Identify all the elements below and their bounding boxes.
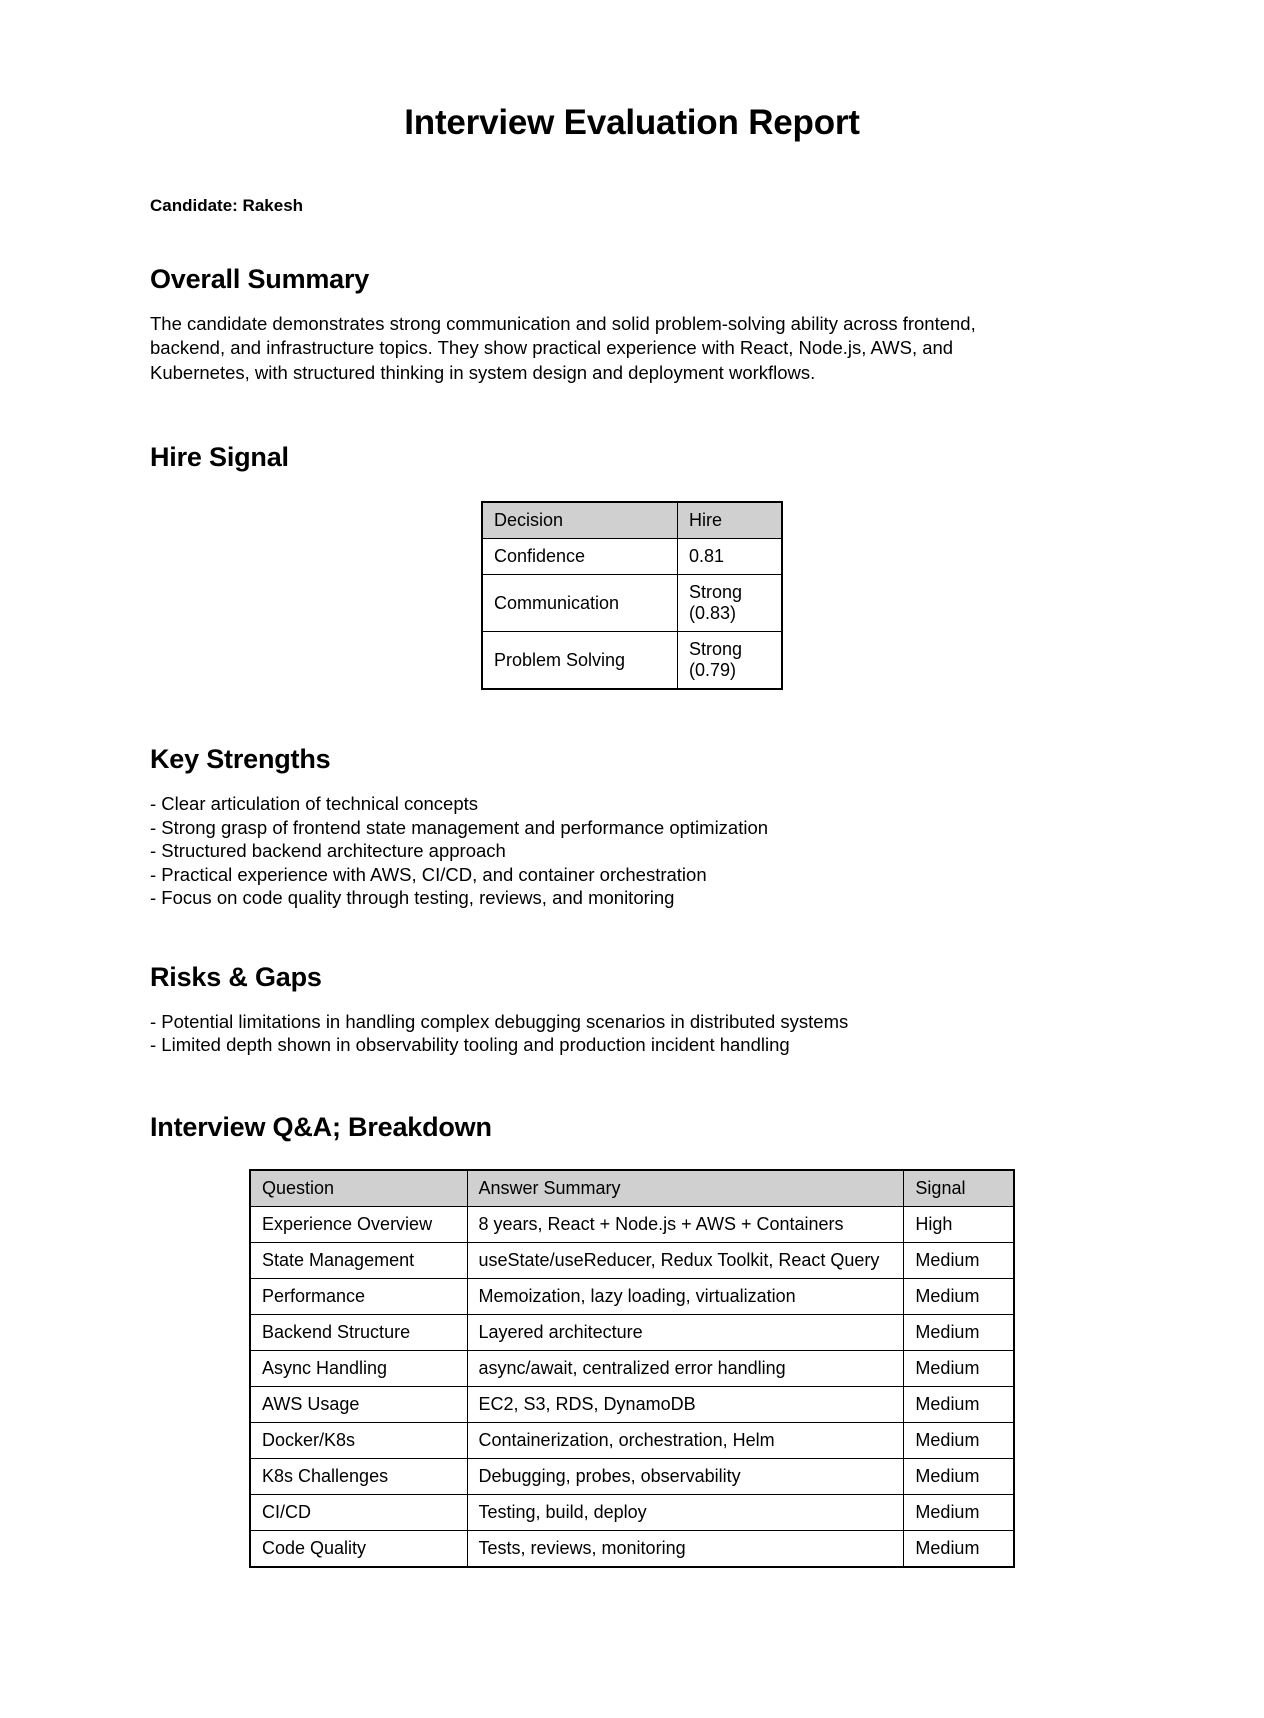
list-item: - Clear articulation of technical concepts <box>150 793 479 814</box>
qa-question: K8s Challenges <box>250 1458 467 1494</box>
qa-signal: Medium <box>904 1278 1014 1314</box>
table-row <box>482 575 782 632</box>
candidate-name-line: Candidate: Rakesh <box>150 195 304 215</box>
qa-answer-summary: Tests, reviews, monitoring <box>467 1530 904 1567</box>
table-row <box>250 1458 1014 1494</box>
hire-signal-table-body <box>482 539 782 690</box>
table-header-row <box>482 502 782 539</box>
hire-metric-label: Confidence <box>482 539 678 575</box>
list-item: - Strong grasp of frontend state management and performance optimization <box>150 816 769 838</box>
hire-signal-table <box>481 501 783 690</box>
hire-metric-value: Strong (0.79) <box>678 632 783 690</box>
page-title: Interview Evaluation Report <box>404 103 860 142</box>
qa-breakdown-table-container <box>150 1143 1114 1568</box>
hire-metric-label: Problem Solving <box>482 632 678 690</box>
qa-question: Performance <box>250 1278 467 1314</box>
qa-question: State Management <box>250 1242 467 1278</box>
qa-answer-summary: Testing, build, deploy <box>467 1494 904 1530</box>
hire-metric-value: Strong (0.83) <box>678 575 783 632</box>
list-item: - Structured backend architecture approach <box>150 840 506 861</box>
qa-signal: Medium <box>904 1530 1014 1567</box>
qa-answer-summary: Memoization, lazy loading, virtualization <box>467 1278 904 1314</box>
qa-signal: Medium <box>904 1242 1014 1278</box>
table-row <box>250 1530 1014 1567</box>
column-header-question: Question <box>250 1170 467 1207</box>
qa-signal: Medium <box>904 1458 1014 1494</box>
table-row <box>250 1278 1014 1314</box>
qa-signal: Medium <box>904 1386 1014 1422</box>
qa-question: AWS Usage <box>250 1386 467 1422</box>
list-item: - Potential limitations in handling complex debugging scenarios in distributed systems <box>150 1010 849 1032</box>
key-strengths-list <box>150 775 1114 910</box>
table-row <box>250 1206 1014 1242</box>
hire-metric-label: Communication <box>482 575 678 632</box>
qa-breakdown-table <box>249 1169 1015 1568</box>
qa-answer-summary: Layered architecture <box>467 1314 904 1350</box>
qa-signal: Medium <box>904 1422 1014 1458</box>
list-item: - Limited depth shown in observability tooling and production incident handling <box>150 1034 790 1055</box>
table-row <box>250 1494 1014 1530</box>
section-heading-risks-gaps: Risks & Gaps <box>150 961 322 992</box>
column-header-decision-value: Hire <box>678 502 783 539</box>
table-row <box>482 632 782 690</box>
section-heading-hire-signal: Hire Signal <box>150 442 289 472</box>
overall-summary-paragraph: The candidate demonstrates strong communication and solid problem-solving ability across frontend, backend, and infrastructure topics. They show practical experience with React, Node.js, AWS, and Kubernetes, with structured thinking in system design and deployment workflows. <box>150 312 976 383</box>
list-item: - Practical experience with AWS, CI/CD, and container orchestration <box>150 863 707 885</box>
qa-question: Async Handling <box>250 1350 467 1386</box>
table-row <box>250 1386 1014 1422</box>
qa-signal: High <box>904 1206 1014 1242</box>
qa-signal: Medium <box>904 1350 1014 1386</box>
qa-question: CI/CD <box>250 1494 467 1530</box>
table-row <box>250 1314 1014 1350</box>
qa-question: Docker/K8s <box>250 1422 467 1458</box>
qa-answer-summary: Debugging, probes, observability <box>467 1458 904 1494</box>
table-row <box>250 1350 1014 1386</box>
table-header-row <box>250 1170 1014 1207</box>
section-heading-qa-breakdown: Interview Q&A; Breakdown <box>150 1111 492 1142</box>
qa-answer-summary: EC2, S3, RDS, DynamoDB <box>467 1386 904 1422</box>
qa-answer-summary: useState/useReducer, Redux Toolkit, React Query <box>467 1242 904 1278</box>
qa-answer-summary: async/await, centralized error handling <box>467 1350 904 1386</box>
qa-answer-summary: 8 years, React + Node.js + AWS + Containers <box>467 1206 904 1242</box>
qa-question: Code Quality <box>250 1530 467 1567</box>
section-heading-key-strengths: Key Strengths <box>150 744 331 774</box>
risks-gaps-list <box>150 993 1114 1057</box>
qa-signal: Medium <box>904 1494 1014 1530</box>
hire-metric-value: 0.81 <box>678 539 783 575</box>
table-row <box>250 1422 1014 1458</box>
qa-answer-summary: Containerization, orchestration, Helm <box>467 1422 904 1458</box>
section-heading-overall-summary: Overall Summary <box>150 263 370 294</box>
qa-question: Backend Structure <box>250 1314 467 1350</box>
table-row <box>250 1242 1014 1278</box>
qa-question: Experience Overview <box>250 1206 467 1242</box>
column-header-signal: Signal <box>904 1170 1014 1207</box>
table-row <box>482 539 782 575</box>
hire-signal-table-container <box>150 473 1114 690</box>
qa-breakdown-table-body <box>250 1206 1014 1567</box>
column-header-decision: Decision <box>482 502 678 539</box>
qa-signal: Medium <box>904 1314 1014 1350</box>
list-item: - Focus on code quality through testing, reviews, and monitoring <box>150 887 675 908</box>
column-header-answer-summary: Answer Summary <box>467 1170 904 1207</box>
